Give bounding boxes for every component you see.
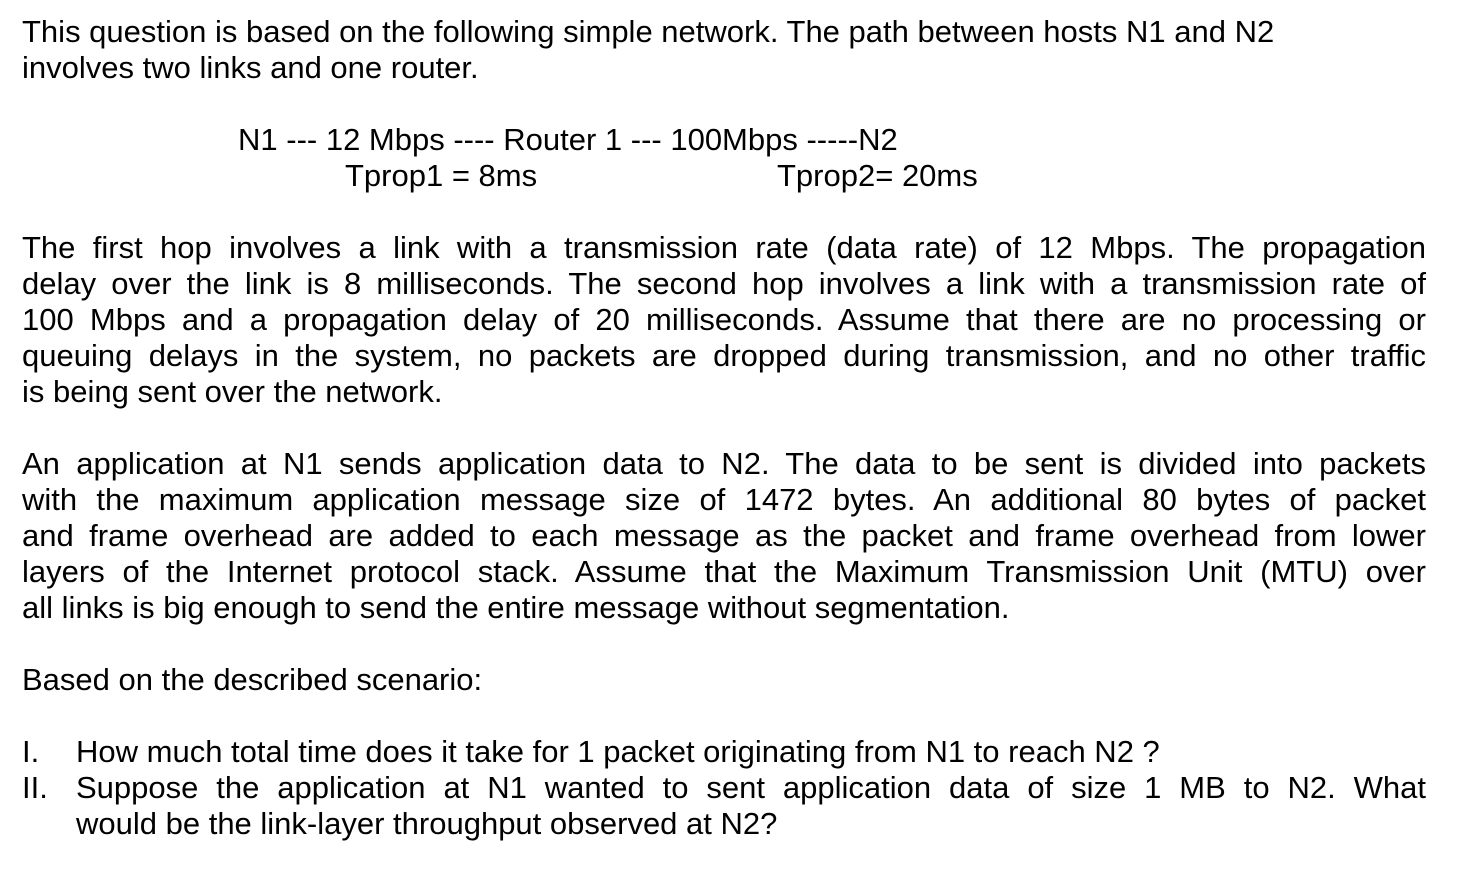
paragraph-line: delay over the link is 8 milliseconds. The second hop involves a link with a transmission rate of: [22, 266, 1426, 301]
question-text-line: How much total time does it take for 1 packet originating from N1 to reach N2 ?: [76, 734, 1160, 769]
question-list: [22, 734, 1426, 842]
document-page: [22, 14, 1426, 842]
question-number: II.: [22, 770, 48, 805]
paragraph-line: and frame overhead are added to each message as the packet and frame overhead from lower: [22, 518, 1426, 553]
intro-paragraph: [22, 14, 1426, 86]
paragraph-line: all links is big enough to send the entire message without segmentation.: [22, 590, 1010, 625]
paragraph-line: queuing delays in the system, no packets are dropped during transmission, and no other traffic: [22, 338, 1426, 373]
question-item: [22, 770, 1426, 842]
scenario-lead-in: [22, 662, 1426, 698]
paragraph-line: with the maximum application message size of 1472 bytes. An additional 80 bytes of packet: [22, 482, 1426, 517]
question-text-line: Suppose the application at N1 wanted to sent application data of size 1 MB to N2. What: [76, 770, 1426, 805]
intro-line: involves two links and one router.: [22, 50, 479, 85]
question-number: I.: [22, 734, 40, 769]
question-text-line: would be the link-layer throughput observed at N2?: [76, 806, 778, 841]
scenario-lead-in-text: Based on the described scenario:: [22, 662, 483, 697]
network-topology-text: N1 --- 12 Mbps ---- Router 1 --- 100Mbps -----N2: [238, 122, 898, 157]
link-description-paragraph: [22, 230, 1426, 410]
paragraph-line: is being sent over the network.: [22, 374, 443, 409]
paragraph-line: layers of the Internet protocol stack. Assume that the Maximum Transmission Unit (MTU) over: [22, 554, 1426, 589]
tprop1-label: Tprop1 = 8ms: [345, 158, 538, 193]
network-diagram: [22, 122, 1426, 194]
paragraph-line: The first hop involves a link with a transmission rate (data rate) of 12 Mbps. The propagation: [22, 230, 1426, 265]
application-description-paragraph: [22, 446, 1426, 626]
intro-line: This question is based on the following simple network. The path between hosts N1 and N2: [22, 14, 1275, 49]
question-item: [22, 734, 1426, 770]
paragraph-line: An application at N1 sends application data to N2. The data to be sent is divided into packets: [22, 446, 1426, 481]
paragraph-line: 100 Mbps and a propagation delay of 20 milliseconds. Assume that there are no processing or: [22, 302, 1426, 337]
tprop2-label: Tprop2= 20ms: [777, 158, 978, 193]
